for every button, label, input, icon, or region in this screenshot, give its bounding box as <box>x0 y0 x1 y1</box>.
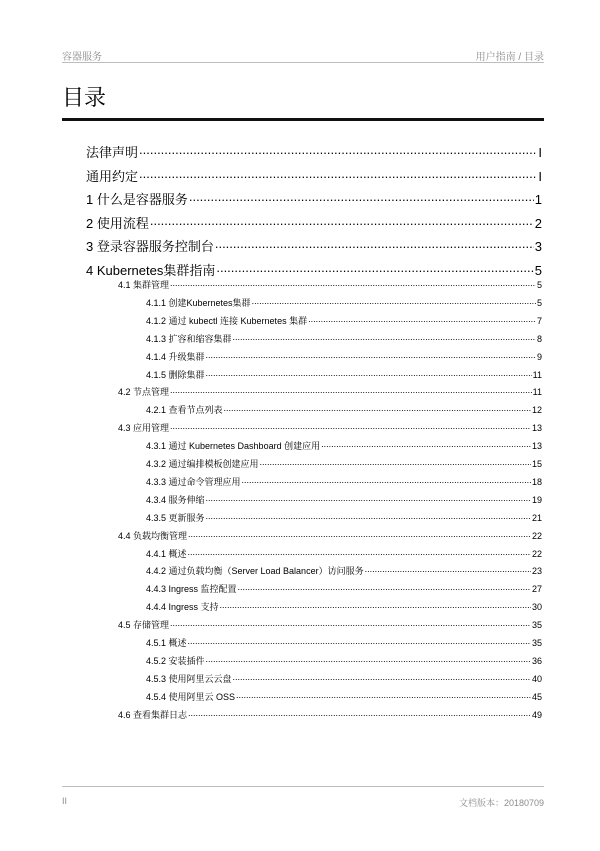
toc-chapter[interactable] <box>86 186 542 207</box>
toc-page-number: 40 <box>531 673 542 684</box>
toc-page-number: 49 <box>531 709 542 720</box>
toc-page-number: 36 <box>531 655 542 666</box>
toc-leader-dots <box>206 651 531 664</box>
toc-subsection[interactable] <box>146 561 542 577</box>
toc-leader-dots <box>252 293 536 306</box>
toc-subsection[interactable] <box>146 651 542 664</box>
toc-leader-dots <box>170 382 532 395</box>
toc-page-number: 2 <box>534 215 542 231</box>
toc-subsection[interactable] <box>146 365 542 378</box>
toc-subsection[interactable] <box>146 633 542 646</box>
toc-leader-dots <box>220 597 531 610</box>
toc-label: 4.5.3 使用阿里云云盘 <box>146 673 232 684</box>
header-divider <box>62 62 544 63</box>
toc-label: 4.4.1 概述 <box>146 548 187 559</box>
toc-page-number: 1 <box>534 192 542 207</box>
toc-leader-dots <box>139 139 537 157</box>
toc-leader-dots <box>215 233 534 251</box>
toc-page-number: 13 <box>531 441 542 452</box>
toc-leader-dots <box>170 615 531 628</box>
toc-leader-dots <box>170 275 536 288</box>
toc-subsection[interactable] <box>146 579 542 595</box>
toc-subsection[interactable] <box>146 687 542 700</box>
toc-subsection[interactable] <box>146 508 542 521</box>
toc-page-number: 21 <box>531 512 542 523</box>
toc-label: 4.3 应用管理 <box>118 423 170 434</box>
toc-leader-dots <box>242 472 531 485</box>
toc-subsection[interactable] <box>146 454 542 467</box>
toc-label: 4.4.4 Ingress 支持 <box>146 602 219 613</box>
toc-leader-dots <box>321 436 531 449</box>
toc-label: 4.3.4 服务伸缩 <box>146 494 205 505</box>
toc-page-number: 7 <box>536 315 542 326</box>
toc-subsection[interactable] <box>146 293 542 306</box>
toc-page-number: 12 <box>531 405 542 416</box>
toc-page-number: 11 <box>532 387 542 398</box>
toc-label: 4.5.2 安装插件 <box>146 655 205 666</box>
toc-leader-dots <box>188 544 531 557</box>
toc-label: 4.2 节点管理 <box>118 387 170 398</box>
toc-label: 4.4.2 通过负载均衡（Server Load Balancer）访问服务 <box>146 566 364 577</box>
toc-page-number: 30 <box>531 602 542 613</box>
toc-label: 4.1.4 升级集群 <box>146 351 205 362</box>
toc-subsection[interactable] <box>146 597 542 613</box>
toc-label: 4.1.1 创建Kubernetes集群 <box>146 297 251 308</box>
toc-page-number: 35 <box>531 620 542 631</box>
toc-subsection[interactable] <box>146 400 542 416</box>
toc-label: 4.3.2 通过编排模板创建应用 <box>146 459 259 469</box>
toc-leader-dots <box>170 418 531 431</box>
toc-label: 4.5.1 概述 <box>146 638 187 648</box>
toc-leader-dots <box>365 561 531 574</box>
toc-page-number: 23 <box>531 566 542 577</box>
title-rule <box>62 118 544 121</box>
toc-label: 4.4 负载均衡管理 <box>118 530 188 541</box>
toc-label: 4.1 集群管理 <box>118 280 170 290</box>
toc-page-number: 45 <box>531 691 542 702</box>
toc-leader-dots <box>308 311 536 324</box>
toc-label: 4.1.5 删除集群 <box>146 369 205 380</box>
toc-chapter[interactable] <box>86 139 542 160</box>
toc-label: 4.3.5 更新服务 <box>146 512 205 523</box>
page-number: II <box>62 796 68 806</box>
toc-section[interactable] <box>118 418 542 434</box>
toc-page-number: 35 <box>531 638 542 648</box>
toc-leader-dots <box>188 705 531 718</box>
toc-label: 通用约定 <box>86 168 139 184</box>
toc-section[interactable] <box>118 705 542 718</box>
toc-leader-dots <box>206 365 532 378</box>
toc-leader-dots <box>189 186 534 204</box>
header-doc-name: 容器服务 <box>62 52 102 63</box>
toc-label: 4.4.3 Ingress 监控配置 <box>146 584 237 595</box>
toc-subsection[interactable] <box>146 544 542 557</box>
page-title: 目录 <box>62 85 107 110</box>
doc-version: 文档版本：20180709 <box>458 798 544 808</box>
toc-page-number: 19 <box>531 494 542 505</box>
toc-page-number: 3 <box>534 239 542 254</box>
toc-leader-dots <box>206 490 531 503</box>
toc-leader-dots <box>233 669 531 682</box>
toc-label: 4.3.3 通过命令管理应用 <box>146 476 241 487</box>
toc-leader-dots <box>236 687 531 700</box>
toc-page-number: 5 <box>534 262 542 278</box>
toc-leader-dots <box>206 347 536 360</box>
toc-label: 法律声明 <box>86 145 139 160</box>
toc-label: 4.5 存储管理 <box>118 620 170 631</box>
toc-leader-dots <box>224 400 531 413</box>
toc-page-number: 9 <box>536 351 542 362</box>
toc-section[interactable] <box>118 275 542 288</box>
toc-leader-dots <box>238 579 531 592</box>
toc-leader-dots <box>260 454 531 467</box>
toc-leader-dots <box>139 163 537 181</box>
toc-subsection[interactable] <box>146 472 542 485</box>
toc-subsection[interactable] <box>146 329 542 342</box>
toc-subsection[interactable] <box>146 490 542 503</box>
toc-page-number: 18 <box>531 476 542 487</box>
toc-section[interactable] <box>118 382 542 398</box>
toc-subsection[interactable] <box>146 669 542 682</box>
toc-chapter[interactable] <box>86 210 542 231</box>
toc-label: 3 登录容器服务控制台 <box>86 239 214 254</box>
toc-page-number: I <box>538 168 542 184</box>
toc-subsection[interactable] <box>146 311 542 324</box>
footer-divider <box>62 786 544 787</box>
toc-leader-dots <box>188 633 531 646</box>
toc-leader-dots <box>216 257 533 275</box>
toc-leader-dots <box>188 526 531 539</box>
toc-leader-dots <box>233 329 536 342</box>
toc-chapter[interactable] <box>86 163 542 184</box>
toc-page-number: 22 <box>531 530 542 541</box>
toc-page-number: 5 <box>536 280 542 290</box>
toc-label: 4.6 查看集群日志 <box>118 709 188 720</box>
toc-subsection[interactable] <box>146 436 542 452</box>
toc-section[interactable] <box>118 615 542 631</box>
toc-leader-dots <box>206 508 531 521</box>
toc-label: 4.2.1 查看节点列表 <box>146 405 223 416</box>
toc-label: 4.1.2 通过 kubectl 连接 Kubernetes 集群 <box>146 315 308 326</box>
header-section: 用户指南 / 目录 <box>475 52 544 63</box>
page-header <box>62 44 544 62</box>
toc-page-number: 22 <box>531 548 542 559</box>
toc-label: 4.1.3 扩容和缩容集群 <box>146 333 232 344</box>
toc-chapter[interactable] <box>86 233 542 254</box>
toc-subsection[interactable] <box>146 347 542 360</box>
toc-label: 4.5.4 使用阿里云 OSS <box>146 691 236 702</box>
toc-section[interactable] <box>118 526 542 539</box>
toc-page-number: 15 <box>531 459 542 469</box>
toc-page-number: 5 <box>536 297 542 308</box>
toc-leader-dots <box>150 210 534 228</box>
toc-page-number: 11 <box>532 369 542 380</box>
toc-label: 1 什么是容器服务 <box>86 192 188 207</box>
toc-page-number: I <box>538 145 542 160</box>
toc-label: 4 Kubernetes集群指南 <box>86 262 216 278</box>
toc-page-number: 13 <box>531 423 542 434</box>
toc-label: 2 使用流程 <box>86 215 149 231</box>
toc-page-number: 27 <box>531 584 542 595</box>
toc-page-number: 8 <box>536 333 542 344</box>
toc-label: 4.3.1 通过 Kubernetes Dashboard 创建应用 <box>146 441 321 452</box>
toc-chapter[interactable] <box>86 257 542 278</box>
